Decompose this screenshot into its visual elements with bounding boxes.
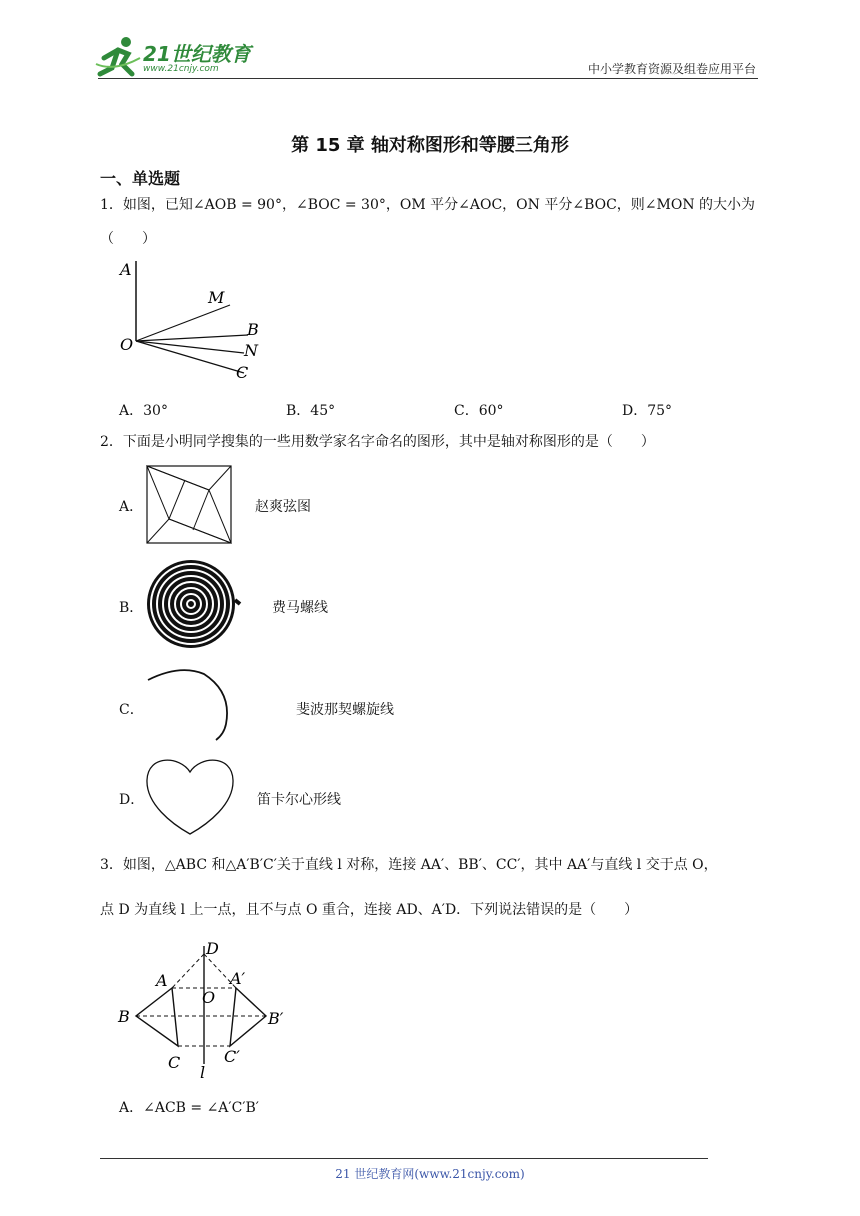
- option-value: 45°: [310, 403, 336, 419]
- q2-option-d-label[interactable]: D．: [119, 792, 145, 808]
- runner-logo-icon: [94, 34, 144, 78]
- q1-label-M: M: [208, 288, 225, 307]
- cardioid-icon: [144, 752, 236, 838]
- header-platform-text: 中小学教育资源及组卷应用平台: [587, 62, 756, 76]
- q1-label-B: B: [247, 320, 259, 339]
- q3-label-B-prime: B′: [268, 1009, 284, 1028]
- q2-option-c-caption: 斐波那契螺旋线: [296, 702, 394, 718]
- option-label: D．: [622, 403, 648, 419]
- q2-option-b-caption: 费马螺线: [272, 600, 328, 616]
- q3-label-D: D: [206, 940, 219, 958]
- q1-label-C: C: [236, 363, 249, 382]
- q2-option-b-label[interactable]: B．: [119, 600, 144, 616]
- logo-text: 21世纪教育: [143, 42, 251, 66]
- footer-text: 21 世纪教育网(www.21cnjy.com): [335, 1167, 525, 1181]
- q2-option-a-label[interactable]: A．: [119, 499, 144, 515]
- q3-stem-line2: 点 D 为直线 l 上一点，且不与点 O 重合，连接 AD、A′D．下列说法错误的是（ ）: [100, 902, 639, 918]
- q3-label-A: A: [156, 971, 168, 990]
- q1-angle-figure: [110, 255, 270, 385]
- q3-symmetry-figure: [112, 940, 302, 1080]
- q3-label-C: C: [168, 1053, 181, 1072]
- footer-divider: [100, 1158, 708, 1159]
- q3-label-A-prime: A′: [230, 969, 246, 988]
- q2-option-d-caption: 笛卡尔心形线: [257, 792, 341, 808]
- q1-stem: 1．如图，已知∠AOB = 90°，∠BOC = 30°，OM 平分∠AOC，ON 平分∠BOC，则∠MON 的大小为: [100, 197, 756, 213]
- q1-stem-paren: （ ）: [100, 231, 156, 247]
- q2-stem: 2．下面是小明同学搜集的一些用数学家名字命名的图形，其中是轴对称图形的是（ ）: [100, 434, 655, 450]
- option-value: 60°: [478, 403, 504, 419]
- option-label: B．: [286, 403, 311, 419]
- option-value: 30°: [143, 403, 168, 419]
- q3-label-l: l: [200, 1063, 206, 1080]
- q1-option-c[interactable]: [454, 400, 504, 420]
- q2-option-a-caption: 赵爽弦图: [255, 499, 311, 515]
- q1-option-a[interactable]: [119, 400, 168, 420]
- fibonacci-spiral-icon: [140, 664, 240, 744]
- q3-label-C-prime: C′: [224, 1047, 240, 1066]
- q1-label-O: O: [120, 335, 134, 354]
- q2-option-c-label[interactable]: C．: [119, 702, 144, 718]
- option-label: A．: [119, 403, 144, 419]
- q3-stem-line1: 3．如图，△ABC 和△A′B′C′关于直线 l 对称，连接 AA′、BB′、CC′，其中 AA′与直线 l 交于点 O，: [100, 857, 718, 873]
- option-value: 75°: [647, 403, 673, 419]
- page-title: 第 15 章 轴对称图形和等腰三角形: [291, 135, 569, 156]
- q3-label-O: O: [202, 988, 216, 1007]
- q1-option-d[interactable]: [622, 400, 672, 420]
- q3-option-a[interactable]: A．∠ACB = ∠A′C′B′: [119, 1100, 259, 1116]
- logo-url: www.21cnjy.com: [143, 64, 219, 74]
- q1-label-N: N: [244, 341, 258, 360]
- zhao-shuang-diagram-icon: [145, 464, 235, 546]
- header-divider: [98, 78, 758, 79]
- section-heading: 一、单选题: [100, 169, 181, 188]
- option-label: C．: [454, 403, 479, 419]
- q1-option-b[interactable]: [286, 400, 335, 420]
- q3-label-B: B: [118, 1007, 130, 1026]
- fermat-spiral-icon: [145, 556, 245, 652]
- q1-label-A: A: [120, 260, 132, 279]
